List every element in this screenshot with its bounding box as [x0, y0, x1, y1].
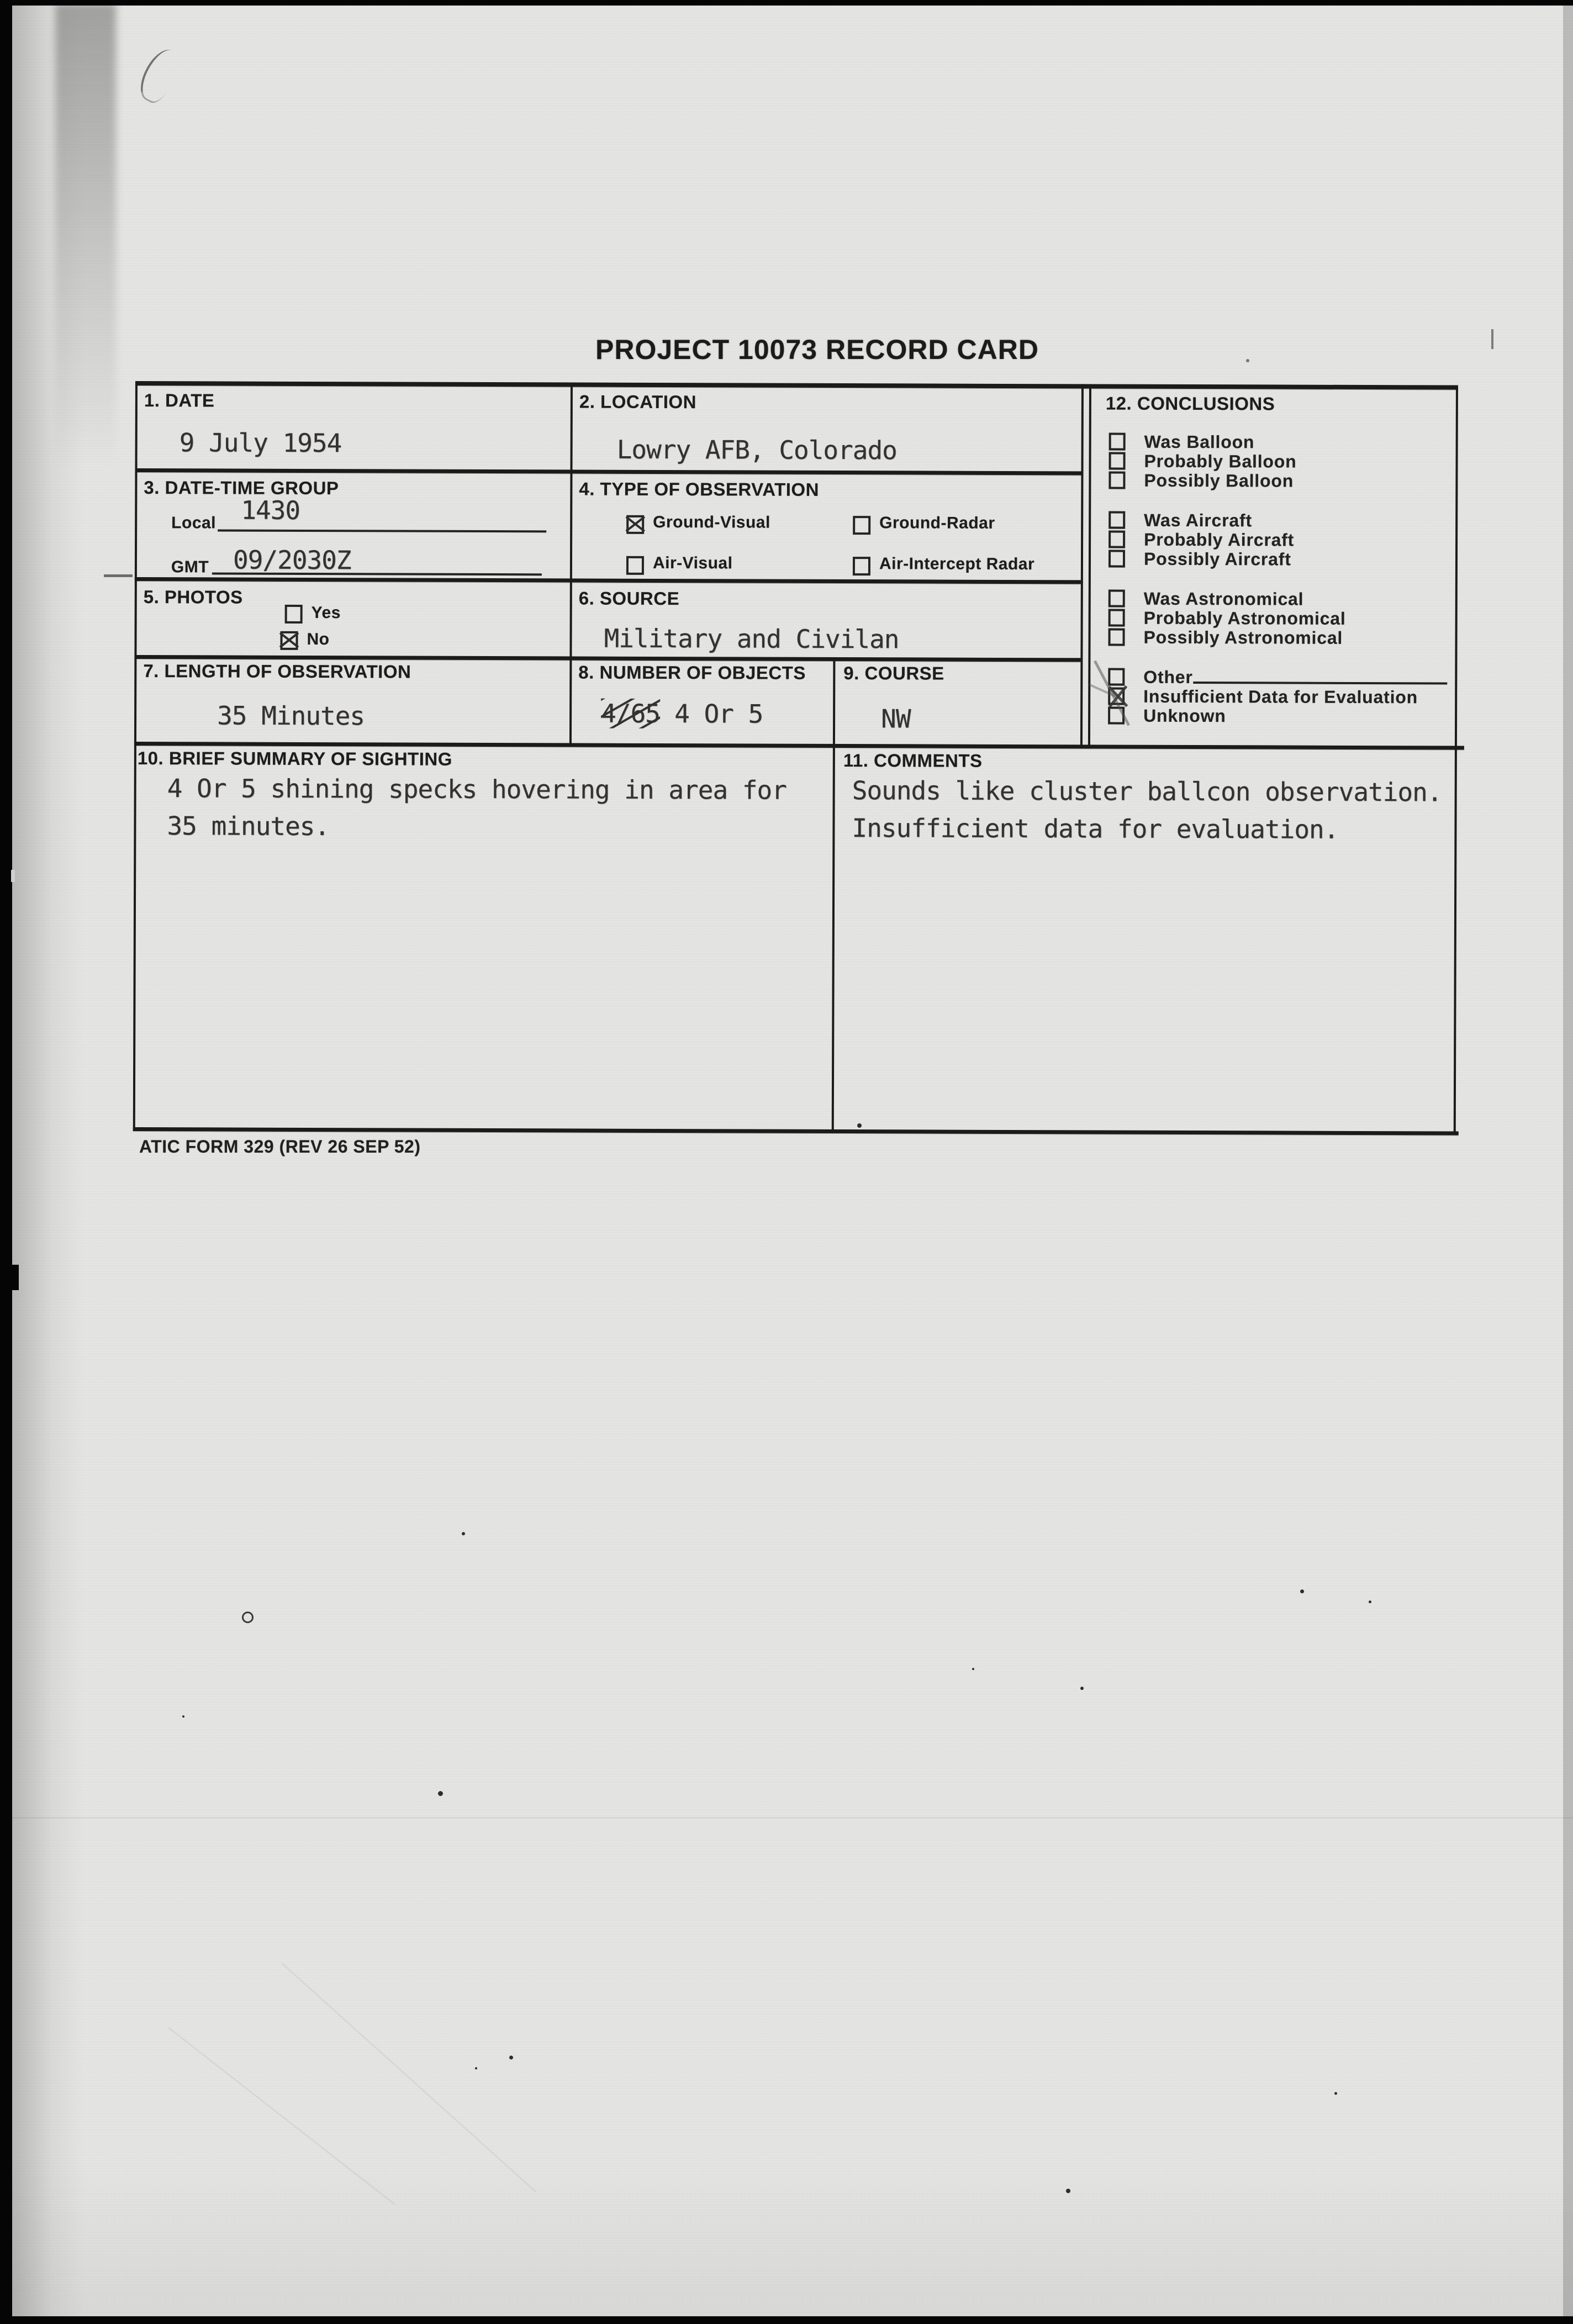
- conclusion-label: Probably Aircraft: [1144, 529, 1295, 550]
- was-aircraft-checkbox: [1109, 511, 1125, 529]
- conclusion-label: Possibly Astronomical: [1143, 627, 1343, 648]
- stray-mark: [104, 574, 133, 577]
- local-label: Local: [171, 514, 217, 532]
- course-label: 9. COURSE: [843, 663, 944, 684]
- gmt-time-value: 09/2030Z: [233, 545, 351, 575]
- date-value: 9 July 1954: [179, 427, 342, 458]
- ink-speck: [509, 2056, 513, 2059]
- was-balloon-checkbox: [1109, 433, 1126, 451]
- conclusion-item: [1089, 608, 1455, 627]
- air-intercept-radar-label: Air-Intercept Radar: [879, 554, 1035, 574]
- bottom-shading: [0, 2154, 1573, 2316]
- photos-label: 5. PHOTOS: [143, 587, 243, 608]
- paper-crease: [0, 1817, 1573, 1819]
- air-intercept-radar-checkbox: [853, 557, 870, 575]
- column-divider: [1080, 384, 1084, 747]
- number-of-objects-label: 8. NUMBER OF OBJECTS: [578, 662, 806, 683]
- brief-summary-line: 35 minutes.: [167, 811, 330, 842]
- conclusion-item: [1088, 667, 1455, 686]
- card-border-left: [133, 381, 138, 1131]
- form-footer: ATIC FORM 329 (REV 26 SEP 52): [139, 1137, 421, 1156]
- frame-edge-bottom: [0, 2316, 1573, 2324]
- frame-edge-left: [0, 0, 12, 2324]
- comments-line: Sounds like cluster ballcon observation.: [852, 775, 1442, 807]
- card-border-bottom: [133, 1127, 1459, 1135]
- conclusion-item: [1089, 548, 1455, 568]
- ink-speck: [475, 2067, 477, 2069]
- column-divider: [832, 657, 836, 1133]
- paper-crease: [281, 1962, 537, 2193]
- conclusion-label: Unknown: [1143, 705, 1226, 726]
- row-divider: [135, 468, 1081, 475]
- page-title: PROJECT 10073 RECORD CARD: [595, 334, 1039, 365]
- source-label: 6. SOURCE: [578, 588, 680, 609]
- photos-no-checkbox: [280, 631, 298, 650]
- stray-mark: [1491, 329, 1493, 349]
- left-edge-shading: [12, 0, 84, 2324]
- conclusion-item: [1089, 529, 1455, 549]
- frame-edge-nick: [11, 870, 15, 882]
- ink-speck: [1066, 2189, 1070, 2193]
- local-time-value: 1430: [241, 495, 300, 525]
- ink-speck: [1334, 2092, 1337, 2095]
- date-time-group-label: 3. DATE-TIME GROUP: [144, 477, 339, 499]
- date-label: 1. DATE: [144, 390, 215, 411]
- conclusions-box: [1088, 384, 1456, 749]
- ink-speck: [182, 1715, 184, 1718]
- paper-crease: [168, 2027, 395, 2205]
- photos-yes-checkbox: [285, 605, 303, 624]
- conclusion-item: [1088, 686, 1455, 706]
- ink-speck: [1246, 359, 1249, 362]
- probably-astronomical-checkbox: [1109, 609, 1125, 627]
- conclusion-label: Possibly Aircraft: [1143, 548, 1291, 569]
- ink-speck: [462, 1532, 465, 1535]
- ink-speck: [242, 1612, 254, 1623]
- conclusion-item: [1089, 431, 1456, 451]
- conclusion-item: [1089, 470, 1455, 490]
- conclusion-item: [1088, 705, 1455, 725]
- ink-speck: [857, 1123, 862, 1128]
- air-visual-label: Air-Visual: [652, 553, 733, 573]
- right-edge-shading: [1563, 0, 1573, 2324]
- probably-aircraft-checkbox: [1109, 531, 1125, 548]
- comments-line: Insufficient data for evaluation.: [852, 813, 1339, 844]
- possibly-astronomical-checkbox: [1109, 628, 1125, 646]
- conclusion-label: Probably Astronomical: [1143, 608, 1346, 628]
- other-checkbox: [1108, 668, 1125, 686]
- air-visual-checkbox: [626, 556, 644, 575]
- ground-radar-label: Ground-Radar: [879, 514, 995, 532]
- scan-shadow-band: [55, 3, 116, 467]
- column-divider: [569, 382, 573, 745]
- conclusion-label: Was Astronomical: [1143, 588, 1304, 609]
- ink-speck: [1080, 1687, 1084, 1690]
- length-of-observation-value: 35 Minutes: [217, 700, 365, 731]
- conclusion-label: Was Balloon: [1144, 431, 1255, 452]
- probably-balloon-checkbox: [1109, 452, 1126, 470]
- pencil-squiggle: [133, 44, 184, 107]
- conclusion-label: Was Aircraft: [1144, 510, 1253, 531]
- conclusion-item: [1089, 588, 1455, 608]
- comments-label: 11. COMMENTS: [843, 750, 983, 771]
- ink-speck: [1369, 1601, 1371, 1603]
- ground-visual-label: Ground-Visual: [653, 513, 770, 532]
- frame-edge-top: [0, 0, 1573, 6]
- brief-summary-label: 10. BRIEF SUMMARY OF SIGHTING: [137, 748, 452, 769]
- length-of-observation-label: 7. LENGTH OF OBSERVATION: [143, 661, 411, 682]
- location-value: Lowry AFB, Colorado: [616, 434, 897, 466]
- other-underline: [1193, 682, 1447, 684]
- local-underline: [218, 529, 546, 532]
- record-card: [133, 381, 1458, 1135]
- brief-summary-line: 4 Or 5 shining specks hovering in area for: [167, 773, 786, 805]
- source-value: Military and Civilan: [604, 623, 899, 654]
- location-label: 2. LOCATION: [579, 391, 697, 413]
- ink-speck: [972, 1668, 974, 1670]
- course-value: NW: [881, 704, 911, 734]
- photos-yes-label: Yes: [311, 604, 341, 622]
- conclusion-label: Insufficient Data for Evaluation: [1143, 686, 1418, 707]
- possibly-aircraft-checkbox: [1109, 550, 1125, 568]
- frame-edge-blotch: [10, 1265, 19, 1290]
- number-of-objects-crossed-out: 4/65: [601, 698, 660, 728]
- photos-no-label: No: [307, 630, 330, 649]
- conclusion-label: Possibly Balloon: [1144, 470, 1294, 491]
- conclusion-label: Other: [1143, 667, 1193, 688]
- ground-radar-checkbox: [853, 516, 870, 535]
- possibly-balloon-checkbox: [1109, 472, 1125, 489]
- gmt-label: GMT: [171, 558, 209, 577]
- conclusions-label: 12. CONCLUSIONS: [1105, 393, 1275, 414]
- ink-speck: [438, 1791, 443, 1796]
- ink-speck: [1300, 1589, 1304, 1593]
- row-divider: [135, 577, 1081, 584]
- was-astronomical-checkbox: [1109, 590, 1125, 608]
- conclusion-item: [1089, 627, 1455, 647]
- ground-visual-checkbox: [626, 515, 644, 534]
- type-of-observation-label: 4. TYPE OF OBSERVATION: [579, 478, 820, 500]
- conclusion-label: Probably Balloon: [1144, 451, 1297, 472]
- conclusion-item: [1089, 451, 1456, 471]
- number-of-objects-value: 4 Or 5: [674, 699, 763, 729]
- conclusion-item: [1089, 510, 1455, 530]
